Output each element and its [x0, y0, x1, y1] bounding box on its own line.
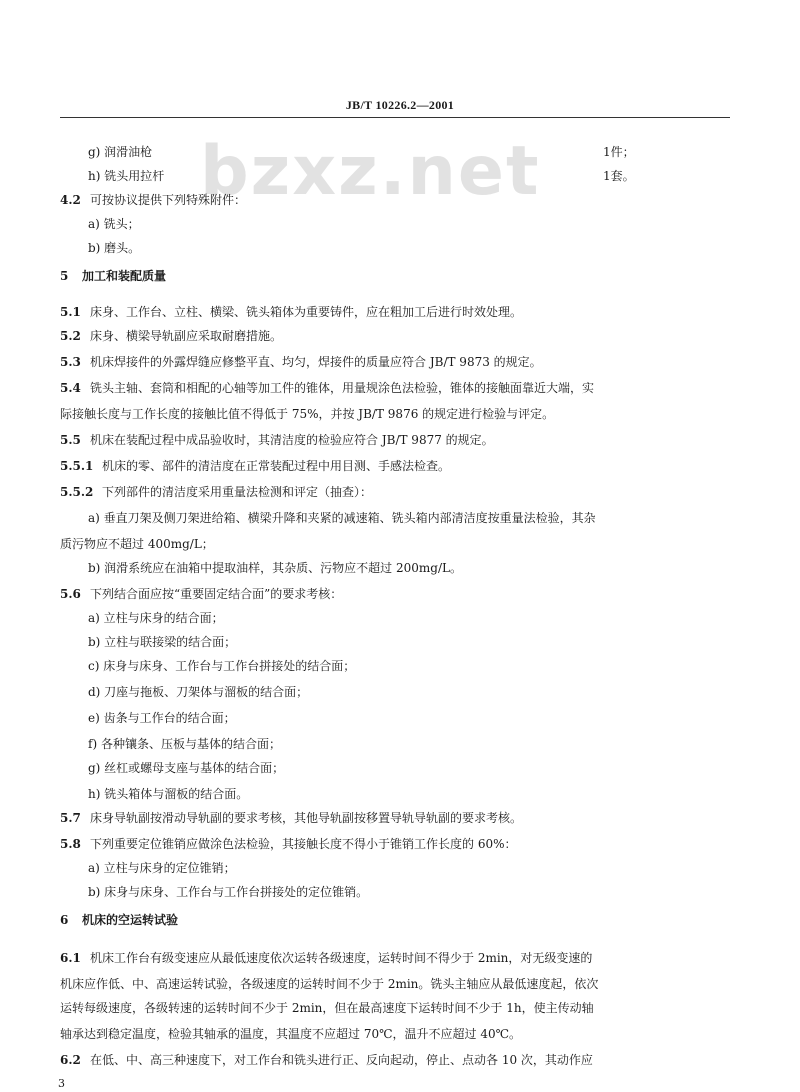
clause-number: 6.2	[60, 1053, 81, 1067]
text-line	[60, 484, 372, 500]
clause-number: 4.2	[60, 193, 81, 207]
clause-text: d) 刀座与拖板、刀架体与溜板的结合面；	[88, 685, 309, 699]
text-line	[60, 536, 214, 552]
text-line	[60, 268, 166, 284]
clause-text: 下列重要定位锥销应做涂色法检验，其接触长度不得小于锥销工作长度的 60%：	[90, 837, 517, 851]
clause-text: 床身导轨副按滑动导轨副的要求考核，其他导轨副按移置导轨导轨副的要求考核。	[90, 811, 523, 825]
text-line	[88, 884, 368, 900]
text-line	[88, 144, 152, 160]
text-line	[60, 912, 178, 928]
clause-number: 5.8	[60, 837, 81, 851]
clause-text: b) 润滑系统应在油箱中提取油样，其杂质、污物应不超过 200mg/L。	[88, 561, 462, 575]
header-rule	[60, 117, 730, 118]
text-line	[60, 192, 246, 208]
clause-text: e) 齿条与工作台的结合面；	[88, 711, 236, 725]
clause-text: 机床的空运转试验	[82, 913, 179, 927]
item-quantity: 1套。	[603, 169, 635, 183]
text-line	[60, 810, 522, 826]
text-line	[60, 586, 342, 602]
clause-text: a) 铣头；	[88, 217, 140, 231]
clause-text: 床身、横梁导轨副应采取耐磨措施。	[90, 329, 283, 343]
text-line	[60, 304, 522, 320]
clause-text: 际接触长度与工作长度的接触比值不得低于 75%，并按 JB/T 9876 的规定进行检验与评定。	[60, 407, 555, 421]
clause-text: 机床的零、部件的清洁度在正常装配过程中用目测、手感法检查。	[102, 459, 451, 473]
text-line	[88, 560, 462, 576]
clause-number: 6.1	[60, 951, 81, 965]
clause-number: 6	[60, 913, 69, 927]
text-line	[60, 328, 282, 344]
clause-text: 床身、工作台、立柱、横梁、铣头箱体为重要铸件，应在粗加工后进行时效处理。	[90, 305, 523, 319]
clause-text: h) 铣头用拉杆	[88, 169, 165, 183]
text-line	[60, 976, 598, 992]
text-line	[88, 240, 140, 256]
clause-text: a) 垂直刀架及侧刀架进给箱、横梁升降和夹紧的减速箱、铣头箱内部清洁度按重量法检验，其杂	[88, 511, 596, 525]
clause-text: 轴承达到稳定温度，检验其轴承的温度，其温度不应超过 70℃，温升不应超过 40℃。	[60, 1027, 522, 1041]
text-line	[60, 432, 494, 448]
text-line	[88, 610, 224, 626]
text-line	[60, 836, 517, 852]
clause-text: b) 立柱与联接梁的结合面；	[88, 635, 237, 649]
clause-number: 5.6	[60, 587, 81, 601]
clause-text: h) 铣头箱体与溜板的结合面。	[88, 787, 249, 801]
clause-number: 5.5	[60, 433, 81, 447]
clause-text: 铣头主轴、套筒和相配的心轴等加工件的锥体，用量规涂色法检验，锥体的接触面靠近大端，实	[90, 381, 595, 395]
page-number: 3	[58, 1077, 65, 1090]
text-line	[88, 736, 281, 752]
text-line	[60, 1000, 594, 1016]
clause-text: 下列结合面应按“重要固定结合面”的要求考核：	[90, 587, 343, 601]
clause-text: c) 床身与床身、工作台与工作台拼接处的结合面；	[88, 659, 356, 673]
clause-number: 5.2	[60, 329, 81, 343]
text-line	[88, 760, 284, 776]
text-line	[88, 634, 236, 650]
clause-text: g) 润滑油枪	[88, 145, 153, 159]
clause-number: 5.5.2	[60, 485, 94, 499]
clause-number: 5.4	[60, 381, 81, 395]
clause-text: 机床在装配过程中成品验收时，其清洁度的检验应符合 JB/T 9877 的规定。	[90, 433, 494, 447]
text-line	[60, 950, 592, 966]
text-line	[88, 510, 596, 526]
clause-text: 机床工作台有级变速应从最低速度依次运转各级速度，运转时间不得少于 2min，对无级变速的	[90, 951, 593, 965]
text-line	[88, 168, 164, 184]
clause-number: 5.3	[60, 355, 81, 369]
clause-text: b) 床身与床身、工作台与工作台拼接处的定位锥销。	[88, 885, 369, 899]
clause-number: 5.7	[60, 811, 81, 825]
clause-text: b) 磨头。	[88, 241, 141, 255]
clause-text: a) 立柱与床身的结合面；	[88, 611, 224, 625]
text-line	[88, 216, 140, 232]
text-line	[88, 658, 355, 674]
watermark: bzxz.net	[200, 132, 541, 211]
clause-text: f) 各种镶条、压板与基体的结合面；	[88, 737, 281, 751]
text-line	[60, 1052, 593, 1068]
text-line	[60, 354, 542, 370]
text-line	[88, 860, 236, 876]
text-line	[88, 710, 236, 726]
clause-text: 运转每级速度，各级转速的运转时间不少于 2min，但在最高速度下运转时间不少于 1h，使主传动轴	[60, 1001, 594, 1015]
clause-text: 机床应作低、中、高速运转试验，各级速度的运转时间不少于 2min。铣头主轴应从最低速度起，依次	[60, 977, 599, 991]
standard-header: JB/T 10226.2—2001	[345, 98, 455, 112]
clause-number: 5.5.1	[60, 459, 94, 473]
text-line	[60, 380, 594, 396]
clause-text: a) 立柱与床身的定位锥销；	[88, 861, 236, 875]
clause-text: g) 丝杠或螺母支座与基体的结合面；	[88, 761, 285, 775]
text-line	[88, 786, 248, 802]
text-line	[88, 684, 308, 700]
clause-number: 5	[60, 269, 69, 283]
text-line	[60, 458, 450, 474]
text-line	[60, 1026, 521, 1042]
clause-number: 5.1	[60, 305, 81, 319]
item-quantity: 1件；	[603, 145, 635, 159]
clause-text: 质污物应不超过 400mg/L；	[60, 537, 214, 551]
clause-text: 可按协议提供下列特殊附件：	[90, 193, 247, 207]
clause-text: 机床焊接件的外露焊缝应修整平直、均匀，焊接件的质量应符合 JB/T 9873 的规定。	[90, 355, 542, 369]
clause-text: 下列部件的清洁度采用重量法检测和评定（抽查）：	[102, 485, 373, 499]
text-line	[60, 406, 554, 422]
clause-text: 在低、中、高三种速度下，对工作台和铣头进行正、反向起动，停止、点动各 10 次，其动作应	[90, 1053, 593, 1067]
clause-text: 加工和装配质量	[82, 269, 167, 283]
